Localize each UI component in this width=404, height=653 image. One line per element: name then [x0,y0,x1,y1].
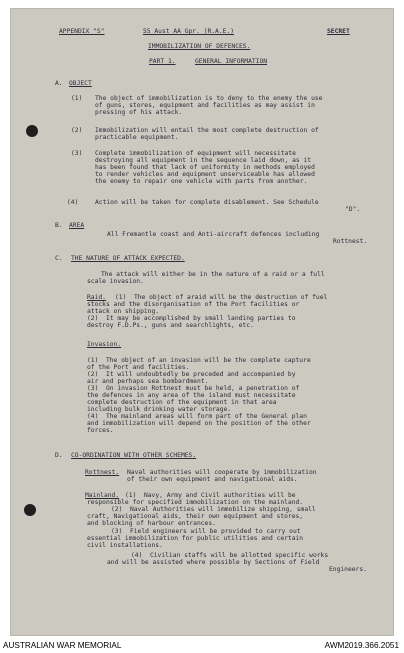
footer-credit: AUSTRALIAN WAR MEMORIAL [3,641,122,650]
item-a3-line: to render vehicles and equipment unserviceable has allowed [95,171,315,178]
section-b-line: All Fremantle coast and Anti-aircraft defences including [107,231,320,238]
rottnest-label: Rottnest. [85,469,120,476]
invasion-line: the defences in any area of the island must necessitate [87,392,296,399]
invasion-line: (1) The object of an invasion will be the complete capture [87,357,311,364]
raid-line: attack on shipping. [87,308,160,315]
document-page [10,8,394,636]
unit-label: 55 Aust AA Gpr. (R.A.E.) [143,28,234,35]
item-a2-number: (2) [71,127,83,134]
mainland-line: Engineers. [329,566,367,573]
item-a1-line: pressing of his attack. [95,109,183,116]
item-a3-line: the enemy to repair one vehicle with parts from another. [95,178,308,185]
item-a3-line: has been found that lack of uniformity in methods employed [95,164,315,171]
section-a-heading: OBJECT [69,80,92,87]
raid-line: destroy F.D.Ps., guns and searchlights, etc. [87,322,254,329]
classification-label: SECRET [327,28,350,35]
invasion-line: (3) On invasion Rottnest must be held, a penetration of [87,385,300,392]
rottnest-line: of their own equipment and navigational aids. [127,476,298,483]
mainland-line: responsible for specified immobilization on the mainland. [87,499,304,506]
item-a1-number: (1) [71,95,83,102]
mainland-line: and will be assisted where possible by Sections of Field [107,559,320,566]
footer-bar [0,636,404,653]
item-a3-number: (3) [71,150,83,157]
punch-hole-bottom [24,504,36,516]
mainland-line: and blocking of harbour entrances. [87,520,216,527]
raid-line: (1) The object of araid will be the destruction of fuel [115,294,328,301]
item-a1-line: The object of immobilization is to deny to the enemy the use [95,95,323,102]
mainland-line: craft, Navigational aids, their own equipment and stores, [87,513,304,520]
part-title: GENERAL INFORMATION [195,58,268,65]
item-a2-line: practicable equipment. [95,134,179,141]
section-c-heading: THE NATURE OF ATTACK EXPECTED. [71,255,185,262]
item-a3-line: Complete immobilization of equipment will necessitate [95,150,296,157]
invasion-line: (4) The mainland areas will form part of the General plan [87,413,307,420]
appendix-label: APPENDIX "S" [59,28,105,35]
invasion-line: of the Port and facilities. [87,364,190,371]
invasion-line: forces. [87,427,114,434]
item-a4-number: (4) [67,199,79,206]
invasion-line: including bulk drinking water storage. [87,406,232,413]
section-c-letter: C. [55,255,63,262]
item-a2-line: Immobilization will entail the most complete destruction of [95,127,319,134]
mainland-line: (4) Civilian staffs will be allotted specific works [131,552,329,559]
footer-accession-number: AWM2019.366.2051 [324,641,399,650]
rottnest-line: Naval authorities will cooperate by immobilization [127,469,317,476]
section-b-line: Rottnest. [333,238,368,245]
document-title: IMMOBILIZATION OF DEFENCES. [148,43,251,50]
item-a4-line: "D". [345,206,361,213]
invasion-line: (2) It will undoubtedly be preceded and accompanied by [87,371,296,378]
punch-hole-top [26,125,38,137]
mainland-line: civil installations. [87,542,163,549]
raid-label: Raid. [87,294,106,301]
invasion-line: air and perhaps sea bombardment. [87,378,209,385]
section-a-letter: A. [55,80,63,87]
invasion-label: Invasion. [87,341,122,348]
item-a4-line: Action will be taken for complete disablement. See Schedule [95,199,319,206]
section-c-intro-line: The attack will either be in the nature of a raid or a full [101,271,325,278]
raid-line: (2) It may be accomplished by small landing parties to [87,315,296,322]
item-a3-line: destroying all equipment in the sequence laid down, as it [95,157,312,164]
raid-line: stocks and the disorganisation of the Port facilities or [87,301,300,308]
invasion-line: and immobilization will depend on the position of the other [87,420,311,427]
invasion-line: complete destruction of the equipment in that area [87,399,277,406]
mainland-line: essential immobilization for public utilities and certain [87,535,304,542]
mainland-label: Mainland. [85,492,120,499]
section-d-letter: D. [55,452,63,459]
item-a1-line: of guns, stores, equipment and facilities as may assist in [95,102,315,109]
mainland-line: (1) Navy, Army and Civil authorities will be [125,492,296,499]
section-b-letter: B. [55,222,63,229]
mainland-line: (2) Naval Authorities will immobilize shipping, small [111,506,316,513]
mainland-line: (3) Field engineers will be provided to carry out [111,528,301,535]
section-c-intro-line: scale invasion. [87,278,144,285]
section-d-heading: CO-ORDINATION WITH OTHER SCHEMES. [71,452,197,459]
section-b-heading: AREA [69,222,85,229]
part-number: PART 1. [149,58,176,65]
